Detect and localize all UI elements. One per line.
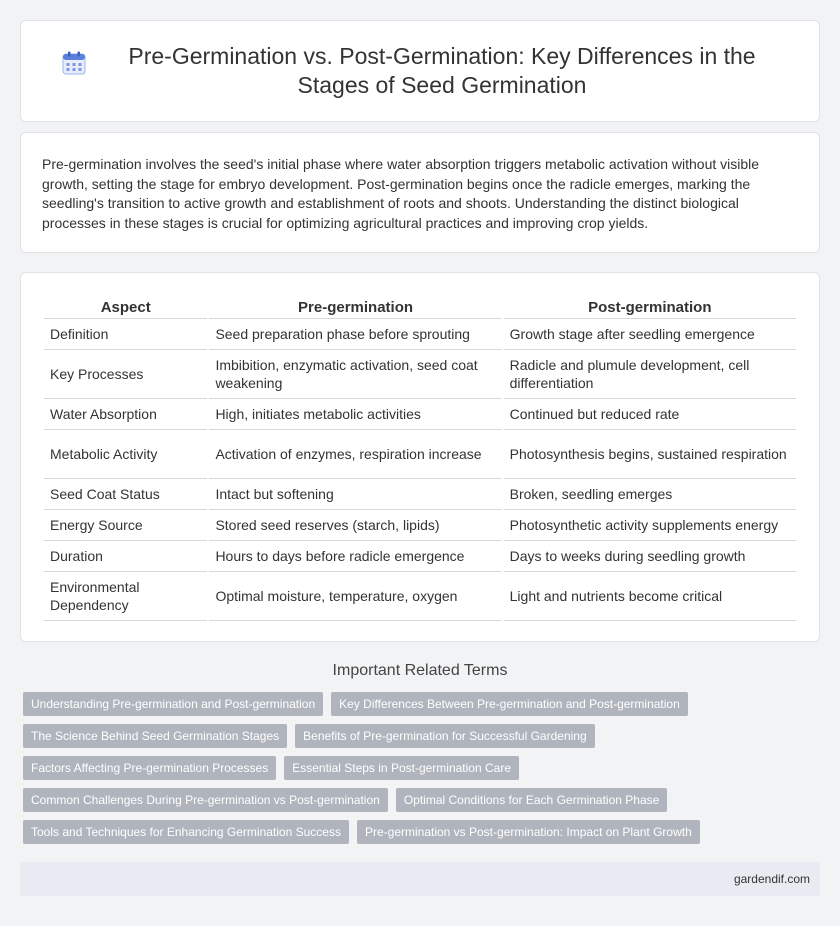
table-cell: Duration (44, 541, 207, 572)
header-pre-germination: Pre-germination (209, 293, 501, 319)
header-post-germination: Post-germination (504, 293, 796, 319)
table-cell: Definition (44, 319, 207, 350)
table-cell: Key Processes (44, 350, 207, 399)
table-cell: Broken, seedling emerges (504, 479, 796, 510)
related-term-tag[interactable]: Pre-germination vs Post-germination: Impact on Plant Growth (357, 820, 700, 844)
table-header-row (44, 293, 796, 319)
table-cell: Hours to days before radicle emergence (209, 541, 501, 572)
table-cell: Stored seed reserves (starch, lipids) (209, 510, 501, 541)
related-term-tag[interactable]: Benefits of Pre-germination for Successful Gardening (295, 724, 594, 748)
table-cell: Seed preparation phase before sprouting (209, 319, 501, 350)
table-cell: Imbibition, enzymatic activation, seed coat weakening (209, 350, 501, 399)
table-cell: Intact but softening (209, 479, 501, 510)
intro-paragraph: Pre-germination involves the seed's initial phase where water absorption triggers metabolic activation without visible growth, setting the stage for embryo development. Post-germination begins once the radicle emerges, marking the seedling's transition to active growth and establishment of roots and shoots. Understanding the distinct biological processes in these stages is crucial for optimizing agricultural practices and improving crop yields. (42, 156, 760, 231)
related-term-tag[interactable]: Understanding Pre-germination and Post-germination (23, 692, 323, 716)
table-cell: Water Absorption (44, 399, 207, 430)
related-term-tag[interactable]: Common Challenges During Pre-germination vs Post-germination (23, 788, 388, 812)
table-cell: Photosynthesis begins, sustained respiration (504, 430, 796, 479)
related-term-tag[interactable]: Factors Affecting Pre-germination Processes (23, 756, 276, 780)
table-row (44, 350, 796, 399)
table-row (44, 319, 796, 350)
table-row (44, 510, 796, 541)
related-term-tag[interactable]: Optimal Conditions for Each Germination Phase (396, 788, 667, 812)
related-term-tag[interactable]: Key Differences Between Pre-germination and Post-germination (331, 692, 688, 716)
table-cell: Energy Source (44, 510, 207, 541)
comparison-table-card (20, 272, 820, 642)
related-term-tag[interactable]: Tools and Techniques for Enhancing Germination Success (23, 820, 349, 844)
intro-card (20, 132, 820, 253)
related-terms-section (20, 662, 820, 852)
footer-site-link[interactable]: gardendif.com (733, 872, 810, 886)
table-cell: Environmental Dependency (44, 572, 207, 621)
table-cell: Photosynthetic activity supplements energy (504, 510, 796, 541)
comparison-table (42, 293, 798, 621)
related-terms-list (20, 692, 820, 852)
table-cell: Seed Coat Status (44, 479, 207, 510)
table-cell: Continued but reduced rate (504, 399, 796, 430)
related-terms-heading: Important Related Terms (332, 662, 508, 679)
table-cell: Days to weeks during seedling growth (504, 541, 796, 572)
table-cell: Growth stage after seedling emergence (504, 319, 796, 350)
table-row (44, 430, 796, 479)
table-row (44, 572, 796, 621)
calendar-icon (61, 50, 87, 76)
table-cell: Light and nutrients become critical (504, 572, 796, 621)
table-row (44, 399, 796, 430)
footer (20, 862, 820, 896)
header-aspect: Aspect (44, 293, 207, 319)
page-title: Pre-Germination vs. Post-Germination: Key Differences in the Stages of Seed Germination (128, 43, 756, 98)
table-cell: High, initiates metabolic activities (209, 399, 501, 430)
related-term-tag[interactable]: The Science Behind Seed Germination Stages (23, 724, 287, 748)
table-row (44, 541, 796, 572)
title-card (20, 20, 820, 122)
related-term-tag[interactable]: Essential Steps in Post-germination Care (284, 756, 519, 780)
table-cell: Optimal moisture, temperature, oxygen (209, 572, 501, 621)
table-row (44, 479, 796, 510)
table-cell: Metabolic Activity (44, 430, 207, 479)
table-cell: Activation of enzymes, respiration increase (209, 430, 501, 479)
table-cell: Radicle and plumule development, cell differentiation (504, 350, 796, 399)
